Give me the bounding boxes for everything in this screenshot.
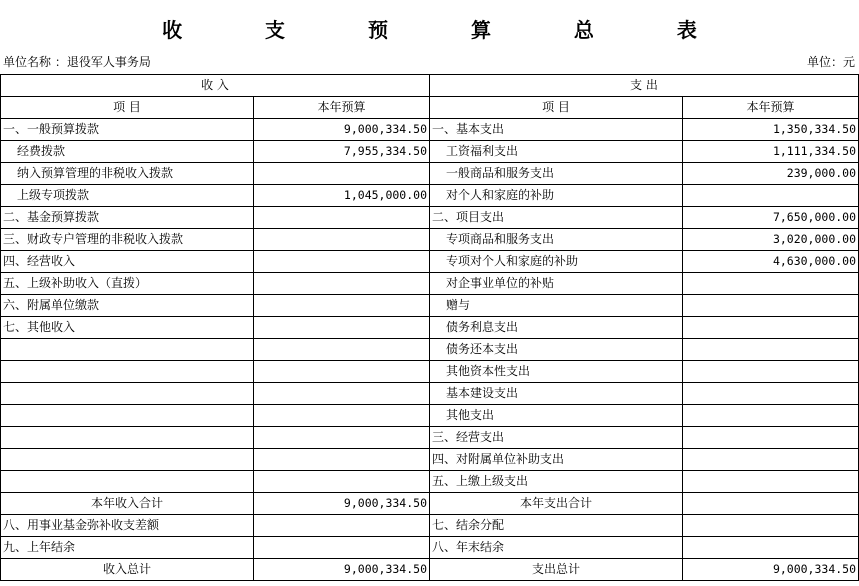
income-budget-cell [254,295,430,317]
expense-item-cell: 债务还本支出 [430,339,683,361]
unit-label: 单位：元 [806,55,855,69]
expense-item-cell: 专项对个人和家庭的补助 [430,251,683,273]
income-budget-cell: 1,045,000.00 [254,185,430,207]
expense-budget-cell [683,427,859,449]
income-budget-cell: 7,955,334.50 [254,141,430,163]
expense-budget-cell: 7,650,000.00 [683,207,859,229]
expense-item-cell: 其他支出 [430,405,683,427]
table-row [1,339,859,361]
table-row [1,361,859,383]
expense-item-cell: 支出总计 [430,559,683,581]
table-row [1,163,859,185]
income-budget-cell [254,273,430,295]
expense-item-cell: 对个人和家庭的补助 [430,185,683,207]
income-item-cell: 六、附属单位缴款 [1,295,254,317]
income-budget-cell [254,405,430,427]
income-item-cell: 七、其他收入 [1,317,254,339]
income-budget-cell [254,207,430,229]
income-item-cell [1,427,254,449]
expense-budget-cell [683,515,859,537]
expense-item-cell: 一般商品和服务支出 [430,163,683,185]
income-item-cell: 三、财政专户管理的非税收入拨款 [1,229,254,251]
table-row [1,427,859,449]
income-item-cell [1,405,254,427]
expense-budget-cell: 4,630,000.00 [683,251,859,273]
income-budget-cell: 9,000,334.50 [254,119,430,141]
income-budget-cell [254,251,430,273]
expense-item-cell: 工资福利支出 [430,141,683,163]
expense-item-cell: 其他资本性支出 [430,361,683,383]
expense-item-cell: 一、基本支出 [430,119,683,141]
budget-table [0,74,859,581]
expense-budget-cell [683,295,859,317]
table-row [1,317,859,339]
income-item-cell: 五、上级补助收入（直拨） [1,273,254,295]
expense-item-cell: 本年支出合计 [430,493,683,515]
expense-item-cell: 赠与 [430,295,683,317]
table-row [1,141,859,163]
expense-budget-header: 本年预算 [683,97,859,119]
income-item-cell: 收入总计 [1,559,254,581]
table-row [1,449,859,471]
column-header-row [1,97,859,119]
unit-name: 单位名称 ：退役军人事务局 [3,55,151,69]
expense-budget-cell [683,405,859,427]
income-item-cell [1,383,254,405]
income-item-cell: 八、用事业基金弥补收支差额 [1,515,254,537]
income-item-cell: 九、上年结余 [1,537,254,559]
table-row [1,471,859,493]
income-budget-cell [254,449,430,471]
expense-budget-cell [683,537,859,559]
expense-budget-cell [683,185,859,207]
expense-item-cell: 四、对附属单位补助支出 [430,449,683,471]
subtotal-row [1,493,859,515]
income-budget-cell: 9,000,334.50 [254,559,430,581]
table-row [1,295,859,317]
income-item-cell: 四、经营收入 [1,251,254,273]
income-item-header: 项 目 [1,97,254,119]
total-row [1,559,859,581]
table-row [1,185,859,207]
income-budget-cell [254,537,430,559]
expense-item-cell: 二、项目支出 [430,207,683,229]
expense-budget-cell [683,471,859,493]
table-row [1,405,859,427]
expense-budget-cell [683,361,859,383]
income-item-cell: 本年收入合计 [1,493,254,515]
expense-item-cell: 基本建设支出 [430,383,683,405]
expense-budget-cell: 1,111,334.50 [683,141,859,163]
expense-budget-cell [683,383,859,405]
table-row [1,229,859,251]
income-budget-cell [254,361,430,383]
table-row [1,537,859,559]
income-item-cell: 上级专项拨款 [1,185,254,207]
income-header: 收 入 [1,75,430,97]
expense-budget-cell: 9,000,334.50 [683,559,859,581]
expense-item-cell: 专项商品和服务支出 [430,229,683,251]
expense-budget-cell: 3,020,000.00 [683,229,859,251]
expense-item-cell: 五、上缴上级支出 [430,471,683,493]
table-row [1,207,859,229]
income-budget-cell [254,383,430,405]
income-budget-cell [254,317,430,339]
expense-budget-cell [683,273,859,295]
expense-item-cell: 八、年末结余 [430,537,683,559]
expense-budget-cell: 239,000.00 [683,163,859,185]
expense-budget-cell [683,317,859,339]
income-budget-cell [254,229,430,251]
income-item-cell: 二、基金预算拨款 [1,207,254,229]
income-item-cell: 经费拨款 [1,141,254,163]
income-budget-cell [254,471,430,493]
section-header-row [1,75,859,97]
income-budget-cell: 9,000,334.50 [254,493,430,515]
income-budget-cell [254,339,430,361]
expense-header: 支 出 [430,75,859,97]
expense-item-cell: 债务利息支出 [430,317,683,339]
expense-item-header: 项 目 [430,97,683,119]
income-budget-cell [254,427,430,449]
table-row [1,251,859,273]
expense-item-cell: 三、经营支出 [430,427,683,449]
page-title: 收 支 预 算 总 表 [162,18,735,42]
income-item-cell [1,361,254,383]
table-row [1,383,859,405]
expense-budget-cell [683,339,859,361]
expense-item-cell: 对企事业单位的补贴 [430,273,683,295]
table-row [1,273,859,295]
table-row [1,119,859,141]
expense-budget-cell [683,493,859,515]
income-budget-cell [254,163,430,185]
income-item-cell [1,339,254,361]
income-item-cell: 一、一般预算拨款 [1,119,254,141]
income-item-cell: 纳入预算管理的非税收入拨款 [1,163,254,185]
expense-budget-cell: 1,350,334.50 [683,119,859,141]
expense-budget-cell [683,449,859,471]
income-item-cell [1,471,254,493]
income-budget-cell [254,515,430,537]
income-budget-header: 本年预算 [254,97,430,119]
table-row [1,515,859,537]
income-item-cell [1,449,254,471]
expense-item-cell: 七、结余分配 [430,515,683,537]
